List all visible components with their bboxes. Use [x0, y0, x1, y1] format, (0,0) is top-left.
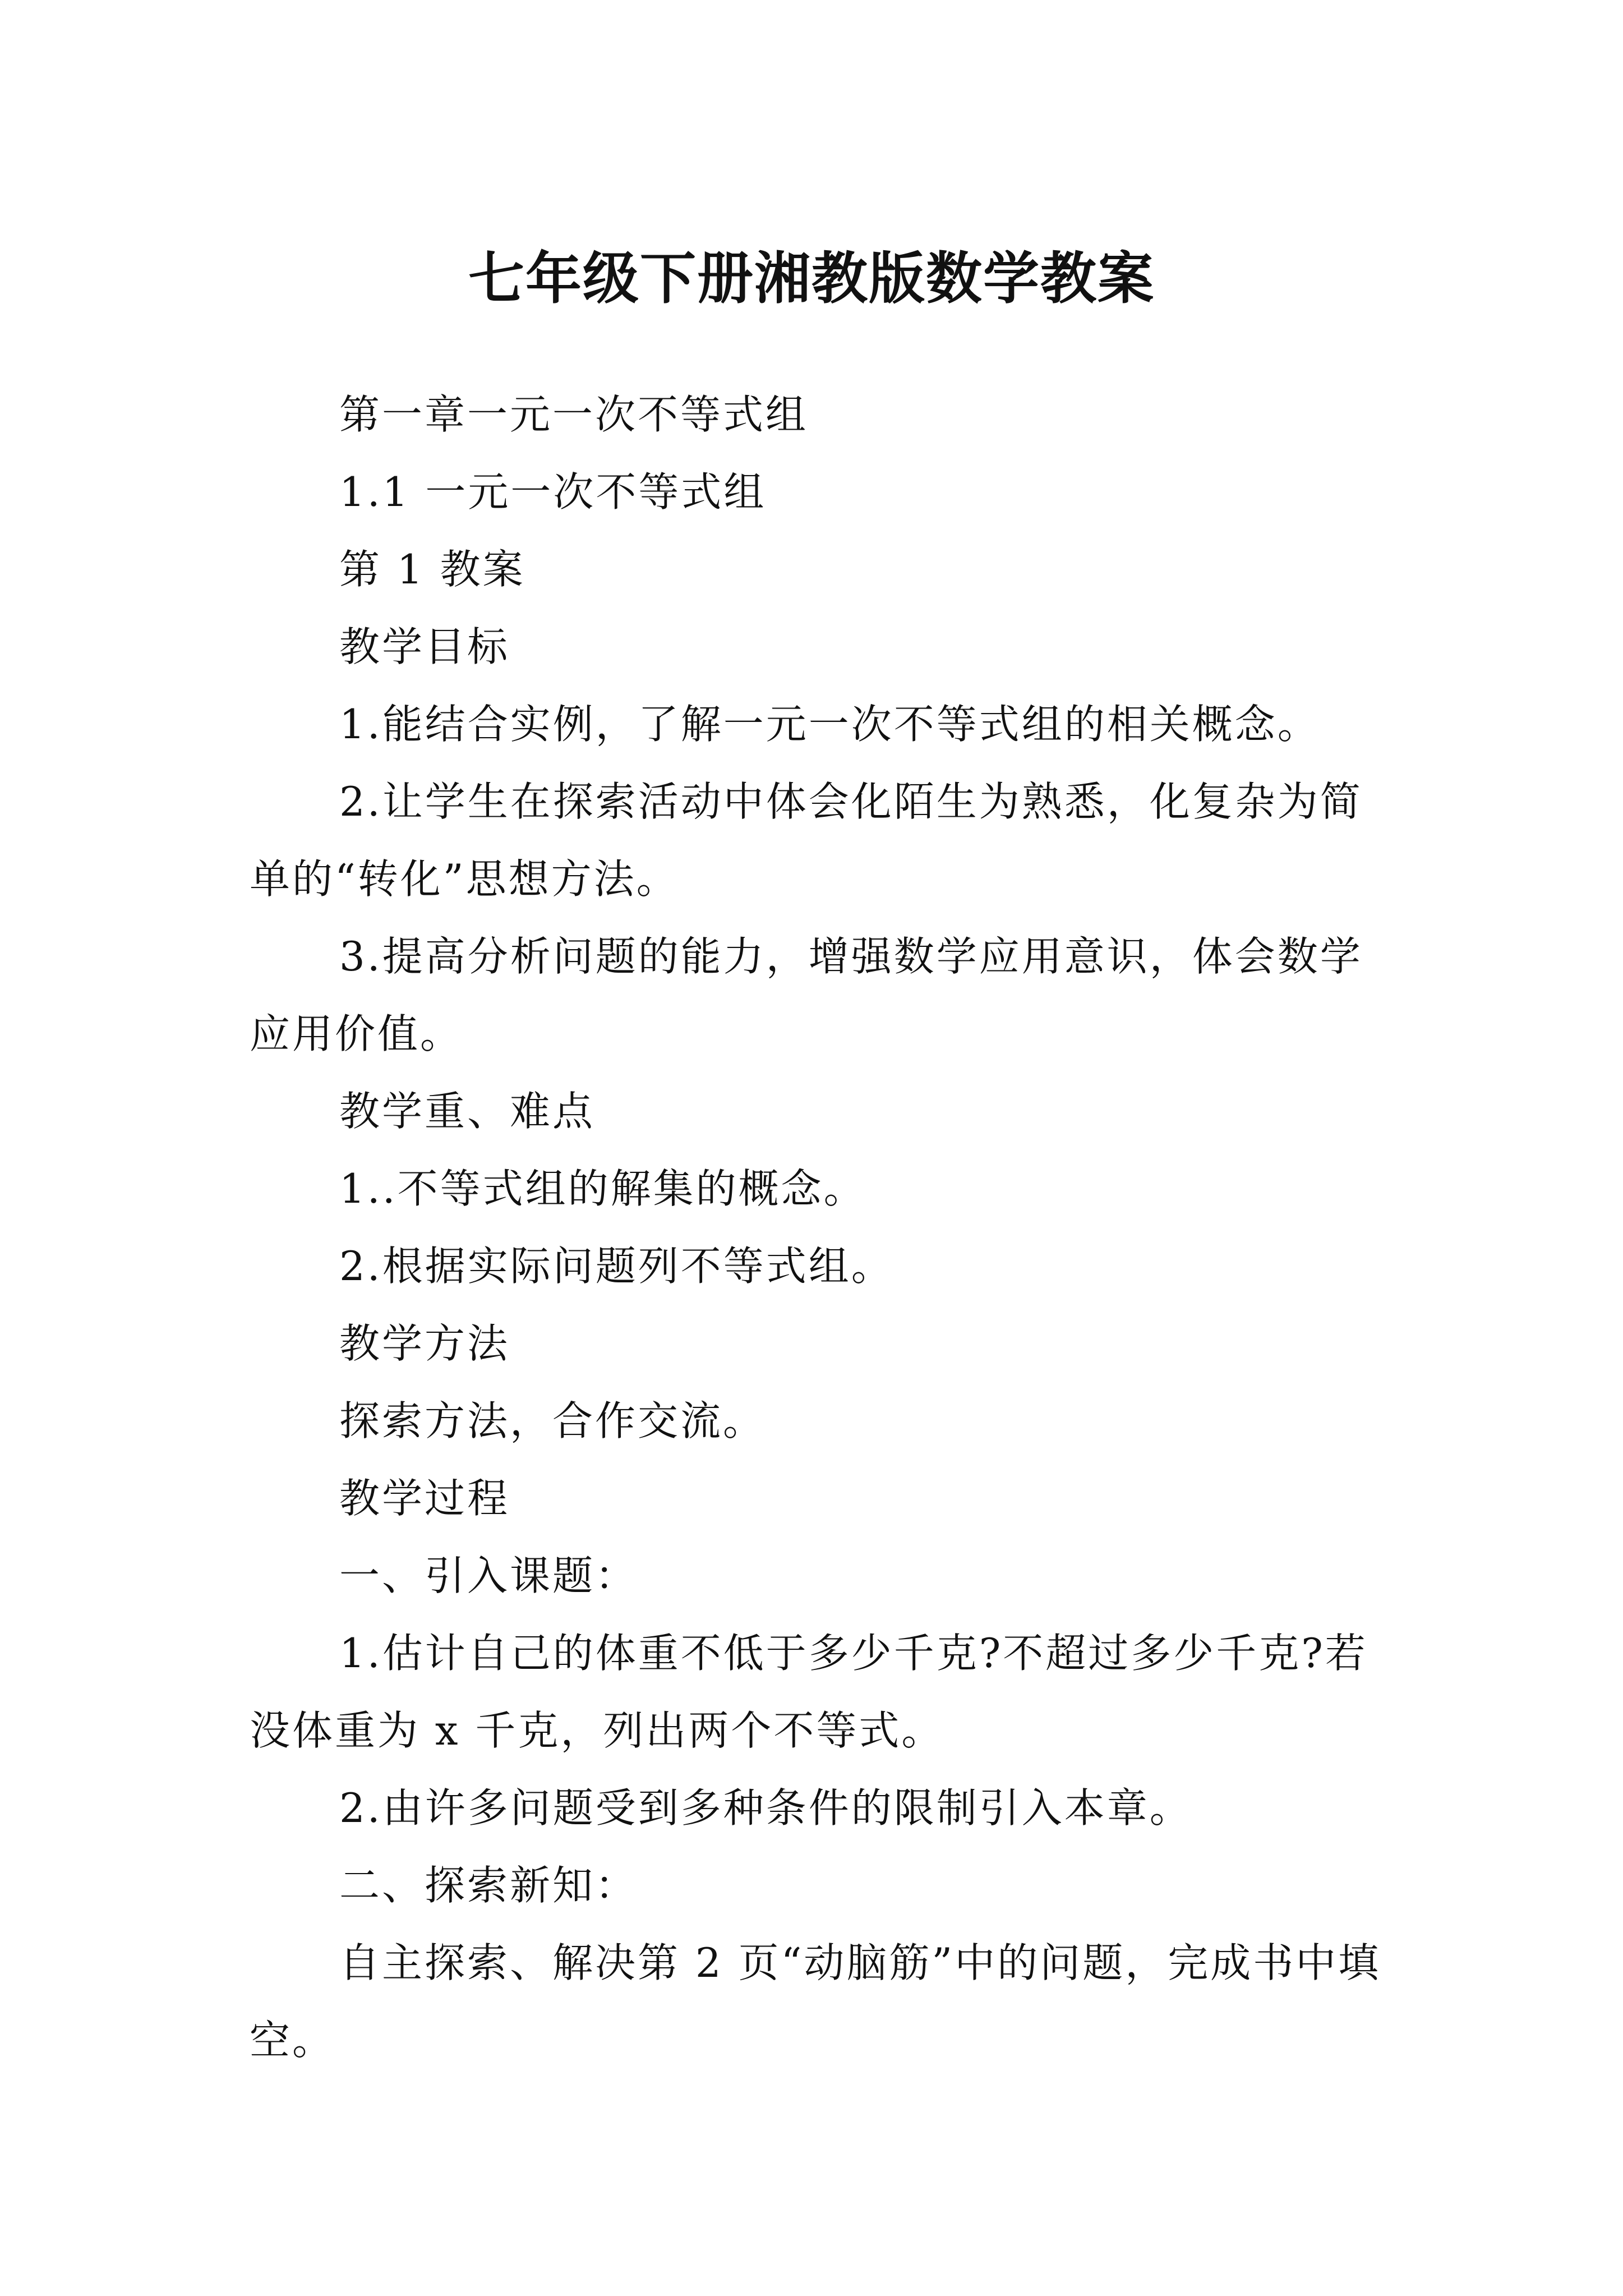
teaching-process-heading: 教学过程: [339, 1475, 510, 1522]
section-heading: 1.1 一元一次不等式组: [339, 468, 767, 516]
document-body: [250, 376, 1382, 2079]
chapter-heading: 第一章一元一次不等式组: [339, 391, 809, 438]
explore-text: 自主探索、解决第 2 页“动脑筋”中的问题，完成书中填空。: [250, 1939, 1381, 2064]
teaching-goal-1: 1.能结合实例，了解一元一次不等式组的相关概念。: [339, 701, 1320, 748]
key-point-1: 1..不等式组的解集的概念。: [339, 1165, 866, 1212]
teaching-method-text: 探索方法，合作交流。: [339, 1397, 766, 1444]
lesson-number: 第 1 教案: [339, 546, 525, 593]
explore-heading: 二、探索新知：: [339, 1862, 638, 1909]
teaching-goal-3: 3.提高分析问题的能力，增强数学应用意识，体会数学应用价值。: [250, 933, 1363, 1057]
teaching-goals-heading: 教学目标: [339, 623, 510, 670]
teaching-method-heading: 教学方法: [339, 1320, 510, 1367]
intro-heading: 一、引入课题：: [339, 1552, 638, 1599]
key-points-heading: 教学重、难点: [339, 1088, 596, 1135]
teaching-goal-2: 2.让学生在探索活动中体会化陌生为熟悉，化复杂为简单的“转化”思想方法。: [250, 778, 1363, 903]
intro-item-1: 1.估计自己的体重不低于多少千克?不超过多少千克?若没体重为 x 千克，列出两个不等式。: [250, 1630, 1368, 1754]
intro-item-2: 2.由许多问题受到多种条件的限制引入本章。: [339, 1784, 1192, 1832]
key-point-2: 2.根据实际问题列不等式组。: [339, 1243, 894, 1290]
document-title: 七年级下册湘教版数学教案: [468, 246, 1155, 311]
